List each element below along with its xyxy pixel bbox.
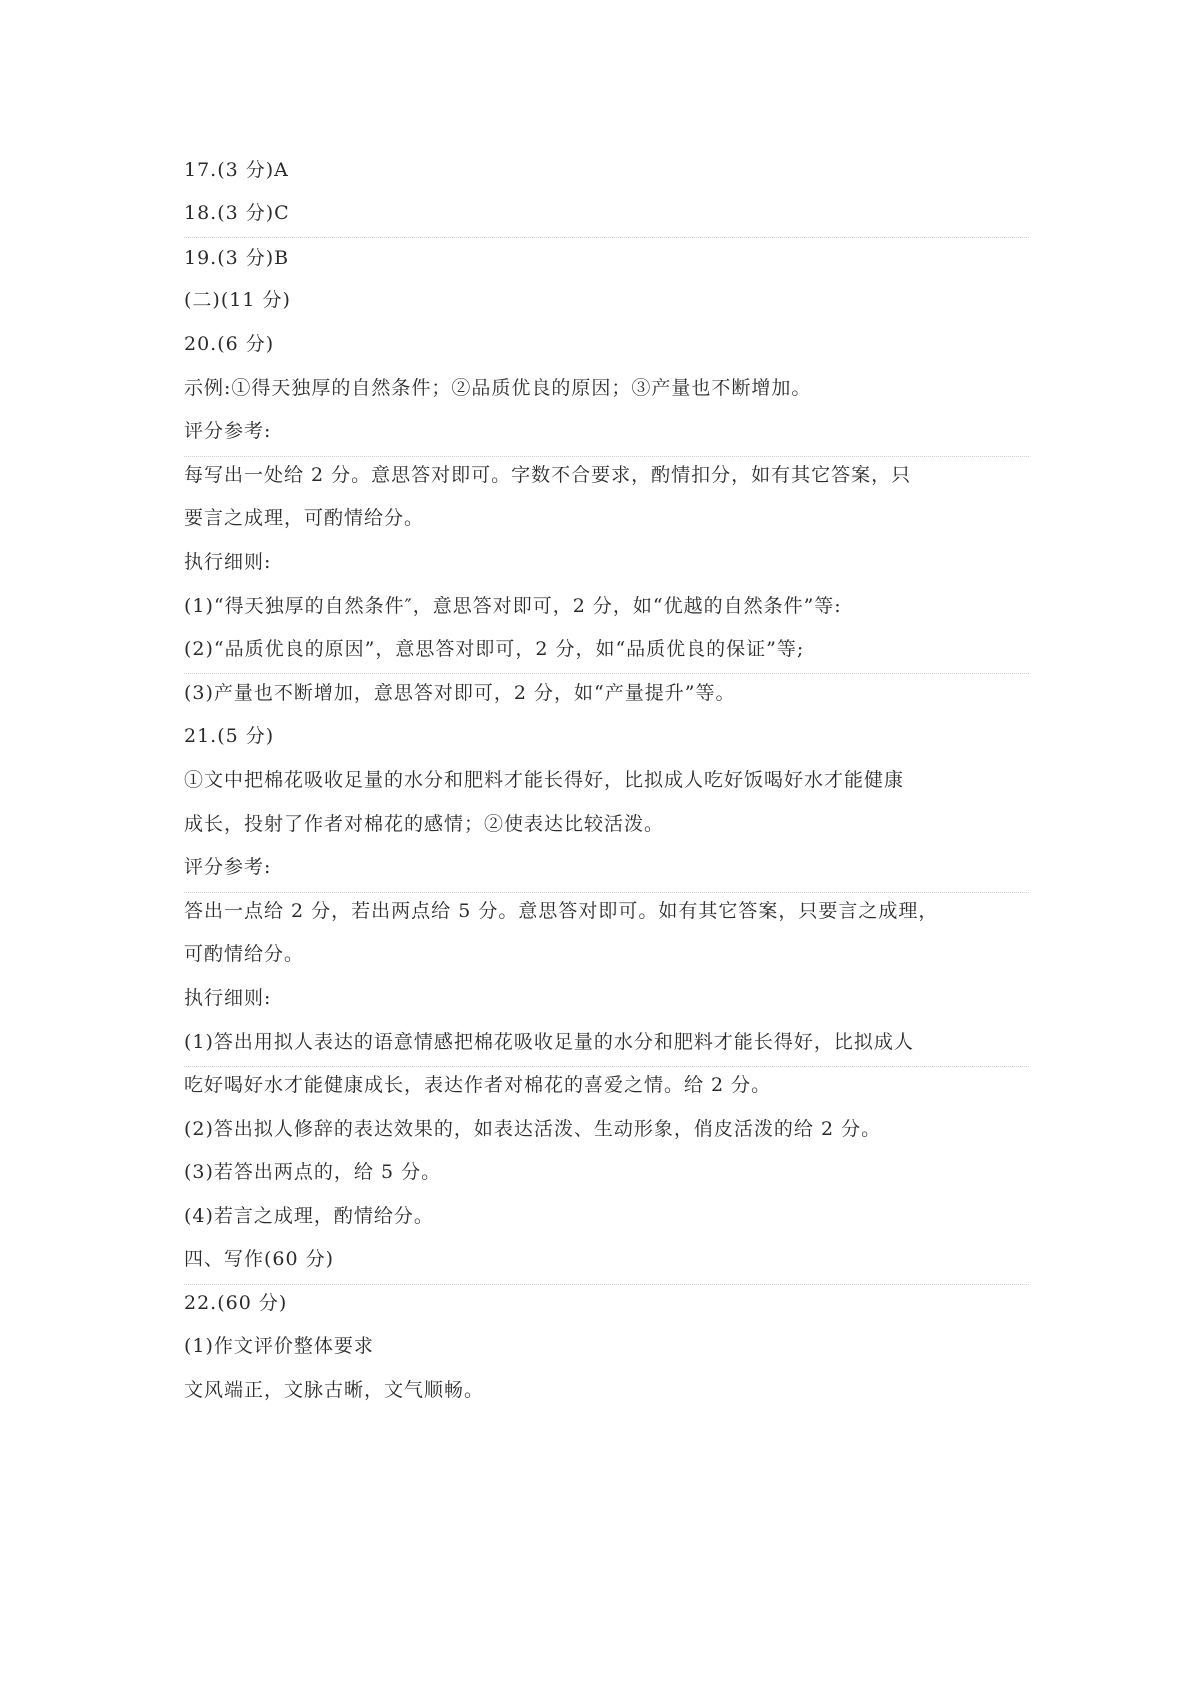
rule-item-3: (3)产量也不断增加，意思答对即可，2 分，如“产量提升”等。 bbox=[184, 682, 736, 704]
execution-rules-label: 执行细则: bbox=[184, 551, 272, 573]
execution-rules-label: 执行细则: bbox=[184, 987, 272, 1009]
answer-17: 17.(3 分)A bbox=[184, 159, 289, 181]
rule-item-2: (2)“品质优良的原因”，意思答对即可，2 分，如“品质优良的保证”等; bbox=[184, 638, 805, 660]
scoring-text-cont: 要言之成理，可酌情给分。 bbox=[184, 507, 425, 529]
scoring-text: 每写出一处给 2 分。意思答对即可。字数不合要求，酌情扣分，如有其它答案，只 bbox=[184, 464, 912, 486]
dotted-divider bbox=[184, 1066, 1029, 1067]
scoring-reference-label: 评分参考: bbox=[184, 856, 272, 878]
rule-item-1: (1)“得天独厚的自然条件″，意思答对即可，2 分，如“优越的自然条件”等: bbox=[184, 595, 842, 617]
rule-item-1-cont: 吃好喝好水才能健康成长，表达作者对棉花的喜爱之情。给 2 分。 bbox=[184, 1074, 772, 1096]
dotted-divider bbox=[184, 456, 1029, 457]
question-20-example: 示例:①得天独厚的自然条件；②品质优良的原因；③产量也不断增加。 bbox=[184, 377, 812, 399]
dotted-divider bbox=[184, 1284, 1029, 1285]
question-20-heading: 20.(6 分) bbox=[184, 333, 275, 355]
rule-item-1: (1)答出用拟人表达的语意情感把棉花吸收足量的水分和肥料才能长得好，比拟成人 bbox=[184, 1031, 914, 1053]
answer-18: 18.(3 分)C bbox=[184, 202, 290, 224]
scoring-text: 答出一点给 2 分，若出两点给 5 分。意思答对即可。如有其它答案，只要言之成理， bbox=[184, 900, 939, 922]
section-4-heading: 四、写作(60 分) bbox=[184, 1248, 335, 1270]
dotted-divider bbox=[184, 237, 1029, 238]
dotted-divider bbox=[184, 892, 1029, 893]
answer-19: 19.(3 分)B bbox=[184, 247, 290, 269]
essay-requirement-heading: (1)作文评价整体要求 bbox=[184, 1335, 374, 1357]
dotted-divider bbox=[184, 673, 1029, 674]
scoring-reference-label: 评分参考: bbox=[184, 420, 272, 442]
question-21-heading: 21.(5 分) bbox=[184, 725, 275, 747]
rule-item-2: (2)答出拟人修辞的表达效果的，如表达活泼、生动形象，俏皮活泼的给 2 分。 bbox=[184, 1118, 882, 1140]
question-21-answer-cont: 成长，投射了作者对棉花的感情；②使表达比较活泼。 bbox=[184, 813, 665, 835]
rule-item-4: (4)若言之成理，酌情给分。 bbox=[184, 1205, 434, 1227]
rule-item-3: (3)若答出两点的，给 5 分。 bbox=[184, 1161, 442, 1183]
section-2-heading: (二)(11 分) bbox=[184, 289, 291, 311]
essay-requirement-text: 文风端正，文脉古晰，文气顺畅。 bbox=[184, 1379, 485, 1401]
question-21-answer: ①文中把棉花吸收足量的水分和肥料才能长得好，比拟成人吃好饭喝好水才能健康 bbox=[184, 769, 905, 791]
scoring-text-cont: 可酌情给分。 bbox=[184, 943, 305, 965]
question-22-heading: 22.(60 分) bbox=[184, 1292, 288, 1314]
